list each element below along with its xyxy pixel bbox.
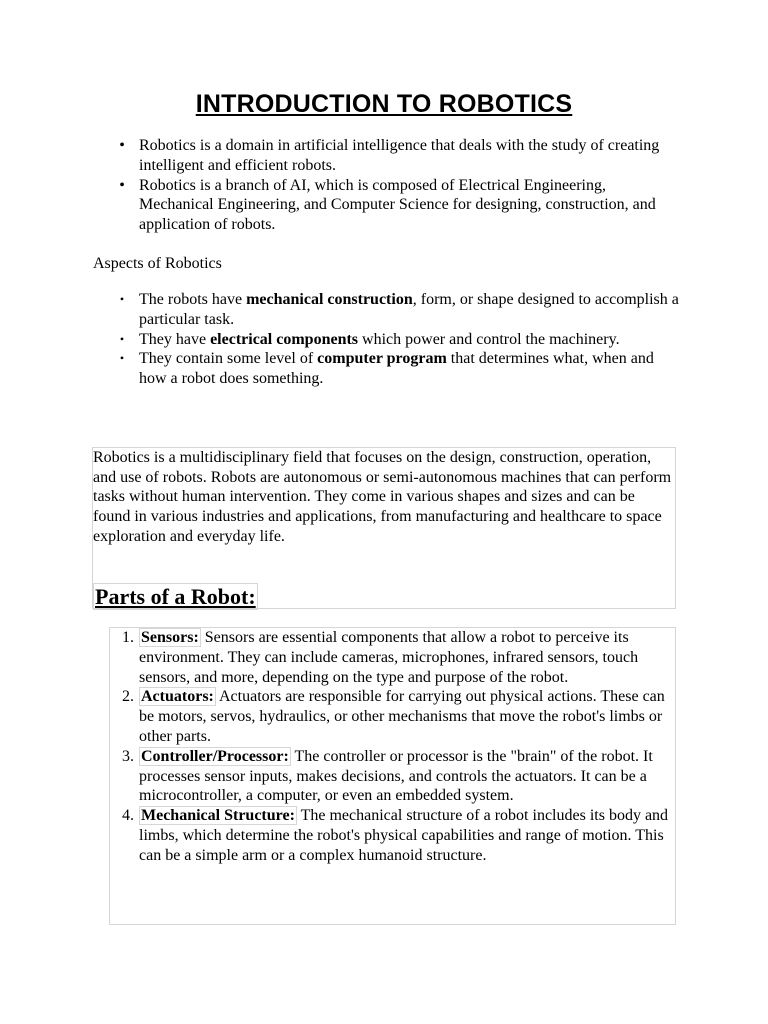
intro-bullet-list xyxy=(119,136,684,235)
bullet-text: Robotics is a domain in artificial intelligence that deals with the study of creating intelligent and efficient robots. xyxy=(139,137,660,174)
list-item xyxy=(122,687,669,746)
bullet-text-after: that determines what, when and how a robot does something. xyxy=(139,350,654,388)
aspects-heading: Aspects of Robotics xyxy=(93,255,222,272)
list-item xyxy=(119,330,684,350)
list-item xyxy=(122,747,669,806)
bullet-text-before: The robots have xyxy=(139,291,247,308)
part-term: Controller/Processor: xyxy=(141,747,289,765)
part-description: The controller or processor is the "brain" of the robot. It processes sensor inputs, makes decisions, and controls the actuators. It can be a microcontroller, a computer, or even an embedded system. xyxy=(139,747,653,805)
bullet-icon: • xyxy=(119,292,125,306)
bullet-text-bold: mechanical construction xyxy=(246,291,413,308)
bullet-text-before: They have xyxy=(139,330,211,348)
bullet-text-bold: electrical components xyxy=(210,330,359,348)
part-term: Mechanical Structure: xyxy=(141,807,295,825)
list-item xyxy=(119,349,684,389)
bullet-text: Robotics is a branch of AI, which is composed of Electrical Engineering, Mechanical Engineering, and Computer Science for designing, construction, and application of robots. xyxy=(139,176,656,234)
parts-heading: Parts of a Robot: xyxy=(95,584,256,609)
bullet-text-after: which power and control the machinery. xyxy=(358,330,620,348)
list-item xyxy=(122,628,669,687)
bullet-icon: • xyxy=(119,331,125,346)
list-number: 4. xyxy=(122,807,134,825)
bullet-text-after: , form, or shape designed to accomplish a particular task. xyxy=(139,291,679,328)
part-term: Actuators: xyxy=(141,688,214,706)
part-description: Actuators are responsible for carrying out physical actions. These can be motors, servos, hydraulics, or other mechanisms that move the robot's limbs or other parts. xyxy=(139,688,665,745)
list-number: 2. xyxy=(122,688,134,706)
part-description: The mechanical structure of a robot includes its body and limbs, which determine the robot's physical capabilities and range of motion. This can be a simple arm or a complex humanoid structure. xyxy=(139,807,669,864)
bullet-icon: • xyxy=(119,176,125,194)
bullet-text-bold: computer program xyxy=(317,350,447,368)
bullet-icon: • xyxy=(119,351,125,366)
list-item xyxy=(119,136,684,176)
page-title: INTRODUCTION TO ROBOTICS xyxy=(195,90,573,118)
bullet-icon: • xyxy=(119,137,125,154)
parts-list xyxy=(122,628,669,866)
list-item xyxy=(122,806,669,865)
overview-paragraph: Robotics is a multidisciplinary field that focuses on the design, construction, operation, and use of robots. Robots are autonomous or semi-autonomous machines that can perform tasks without human intervention. They come in various shapes and sizes and can be found in various industries and applications, from manufacturing and healthcare to space exploration and everyday life. xyxy=(93,449,672,545)
list-number: 3. xyxy=(122,747,134,765)
list-number: 1. xyxy=(122,629,134,646)
bullet-text-before: They contain some level of xyxy=(139,350,318,368)
list-item xyxy=(119,176,684,235)
part-description: Sensors are essential components that allow a robot to perceive its environment. They can include cameras, microphones, infrared sensors, touch sensors, and more, depending on the type and purpose of the robot. xyxy=(139,629,639,686)
part-term: Sensors: xyxy=(141,629,199,646)
list-item xyxy=(119,290,684,330)
aspects-bullet-list xyxy=(119,290,684,389)
